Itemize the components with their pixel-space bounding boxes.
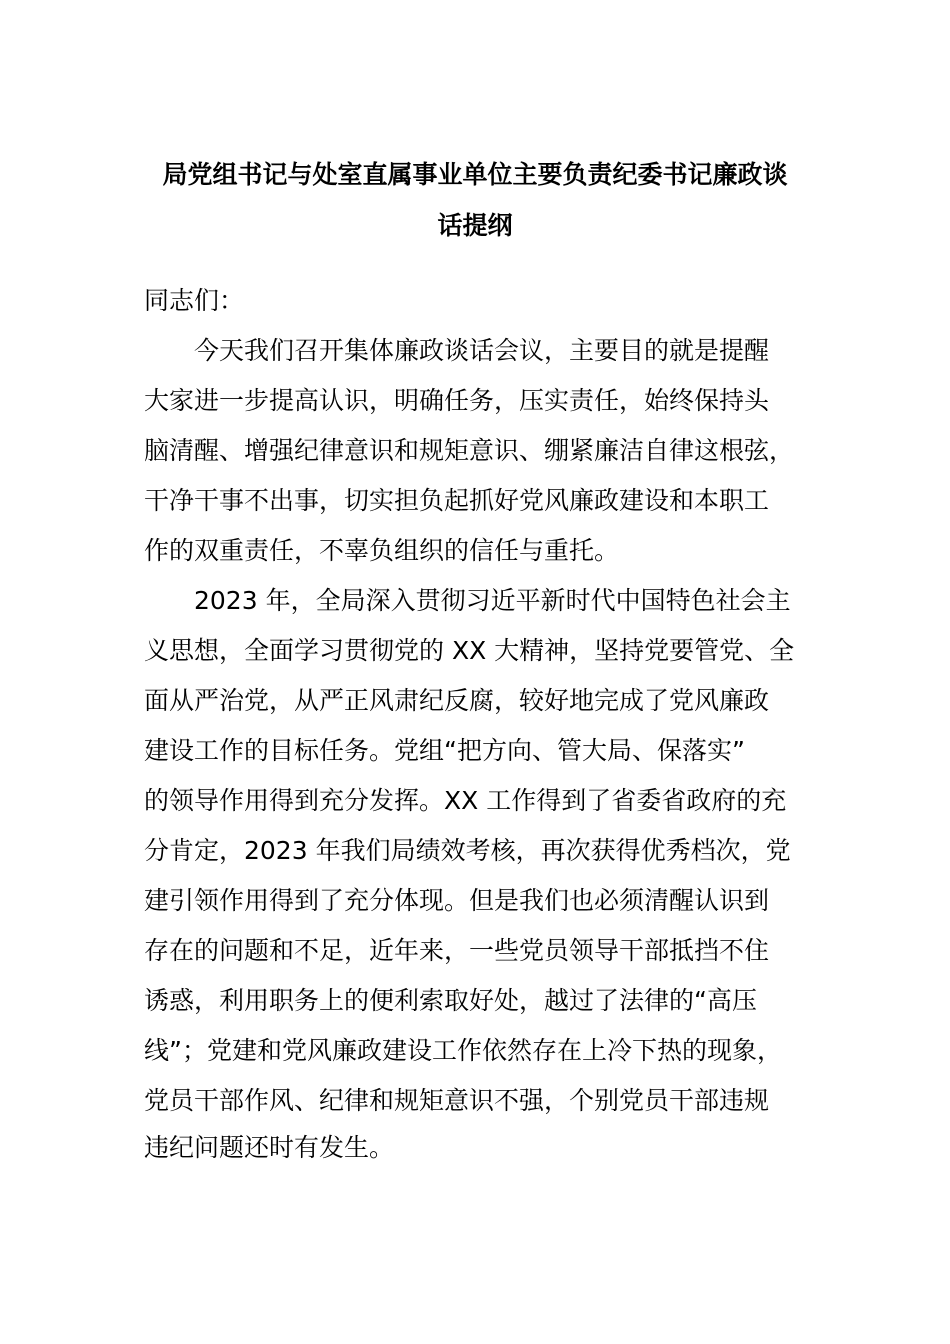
paragraph-2-line-8: 存在的问题和不足，近年来，一些党员领导干部抵挡不住 — [144, 936, 770, 965]
paragraph-1-line-1: 今天我们召开集体廉政谈话会议，主要目的就是提醒 — [194, 336, 770, 365]
greeting: 同志们： — [144, 286, 245, 315]
paragraph-1-line-4: 干净干事不出事，切实担负起抓好党风廉政建设和本职工 — [144, 486, 770, 515]
paragraph-2-line-1: 2023 年，全局深入贯彻习近平新时代中国特色社会主 — [194, 586, 791, 615]
paragraph-2-line-3: 面从严治党，从严正风肃纪反腐，较好地完成了党风廉政 — [144, 686, 770, 715]
paragraph-2-line-10: 线”；党建和党风廉政建设工作依然存在上冷下热的现象， — [144, 1036, 782, 1065]
document-title-line-1: 局党组书记与处室直属事业单位主要负责纪委书记廉政谈 — [162, 160, 788, 189]
paragraph-2-line-4: 建设工作的目标任务。党组“把方向、管大局、保落实” — [144, 736, 745, 765]
paragraph-2-line-5: 的领导作用得到充分发挥。XX 工作得到了省委省政府的充 — [144, 786, 787, 815]
paragraph-2-line-12: 违纪问题还时有发生。 — [144, 1133, 395, 1162]
paragraph-1-line-5: 作的双重责任，不辜负组织的信任与重托。 — [144, 536, 620, 565]
paragraph-1-line-3: 脑清醒、增强纪律意识和规矩意识、绷紧廉洁自律这根弦， — [144, 436, 795, 465]
paragraph-2-line-6: 分肯定，2023 年我们局绩效考核，再次获得优秀档次，党 — [144, 836, 791, 865]
paragraph-2-line-11: 党员干部作风、纪律和规矩意识不强，个别党员干部违规 — [144, 1086, 770, 1115]
paragraph-2-line-7: 建引领作用得到了充分体现。但是我们也必须清醒认识到 — [144, 886, 770, 915]
document-title-line-2: 话提纲 — [437, 211, 513, 240]
paragraph-1-line-2: 大家进一步提高认识，明确任务，压实责任，始终保持头 — [144, 386, 770, 415]
paragraph-2-line-9: 诱惑，利用职务上的便利索取好处，越过了法律的“高压 — [144, 986, 757, 1015]
paragraph-2-line-2: 义思想，全面学习贯彻党的 XX 大精神，坚持党要管党、全 — [144, 636, 795, 665]
